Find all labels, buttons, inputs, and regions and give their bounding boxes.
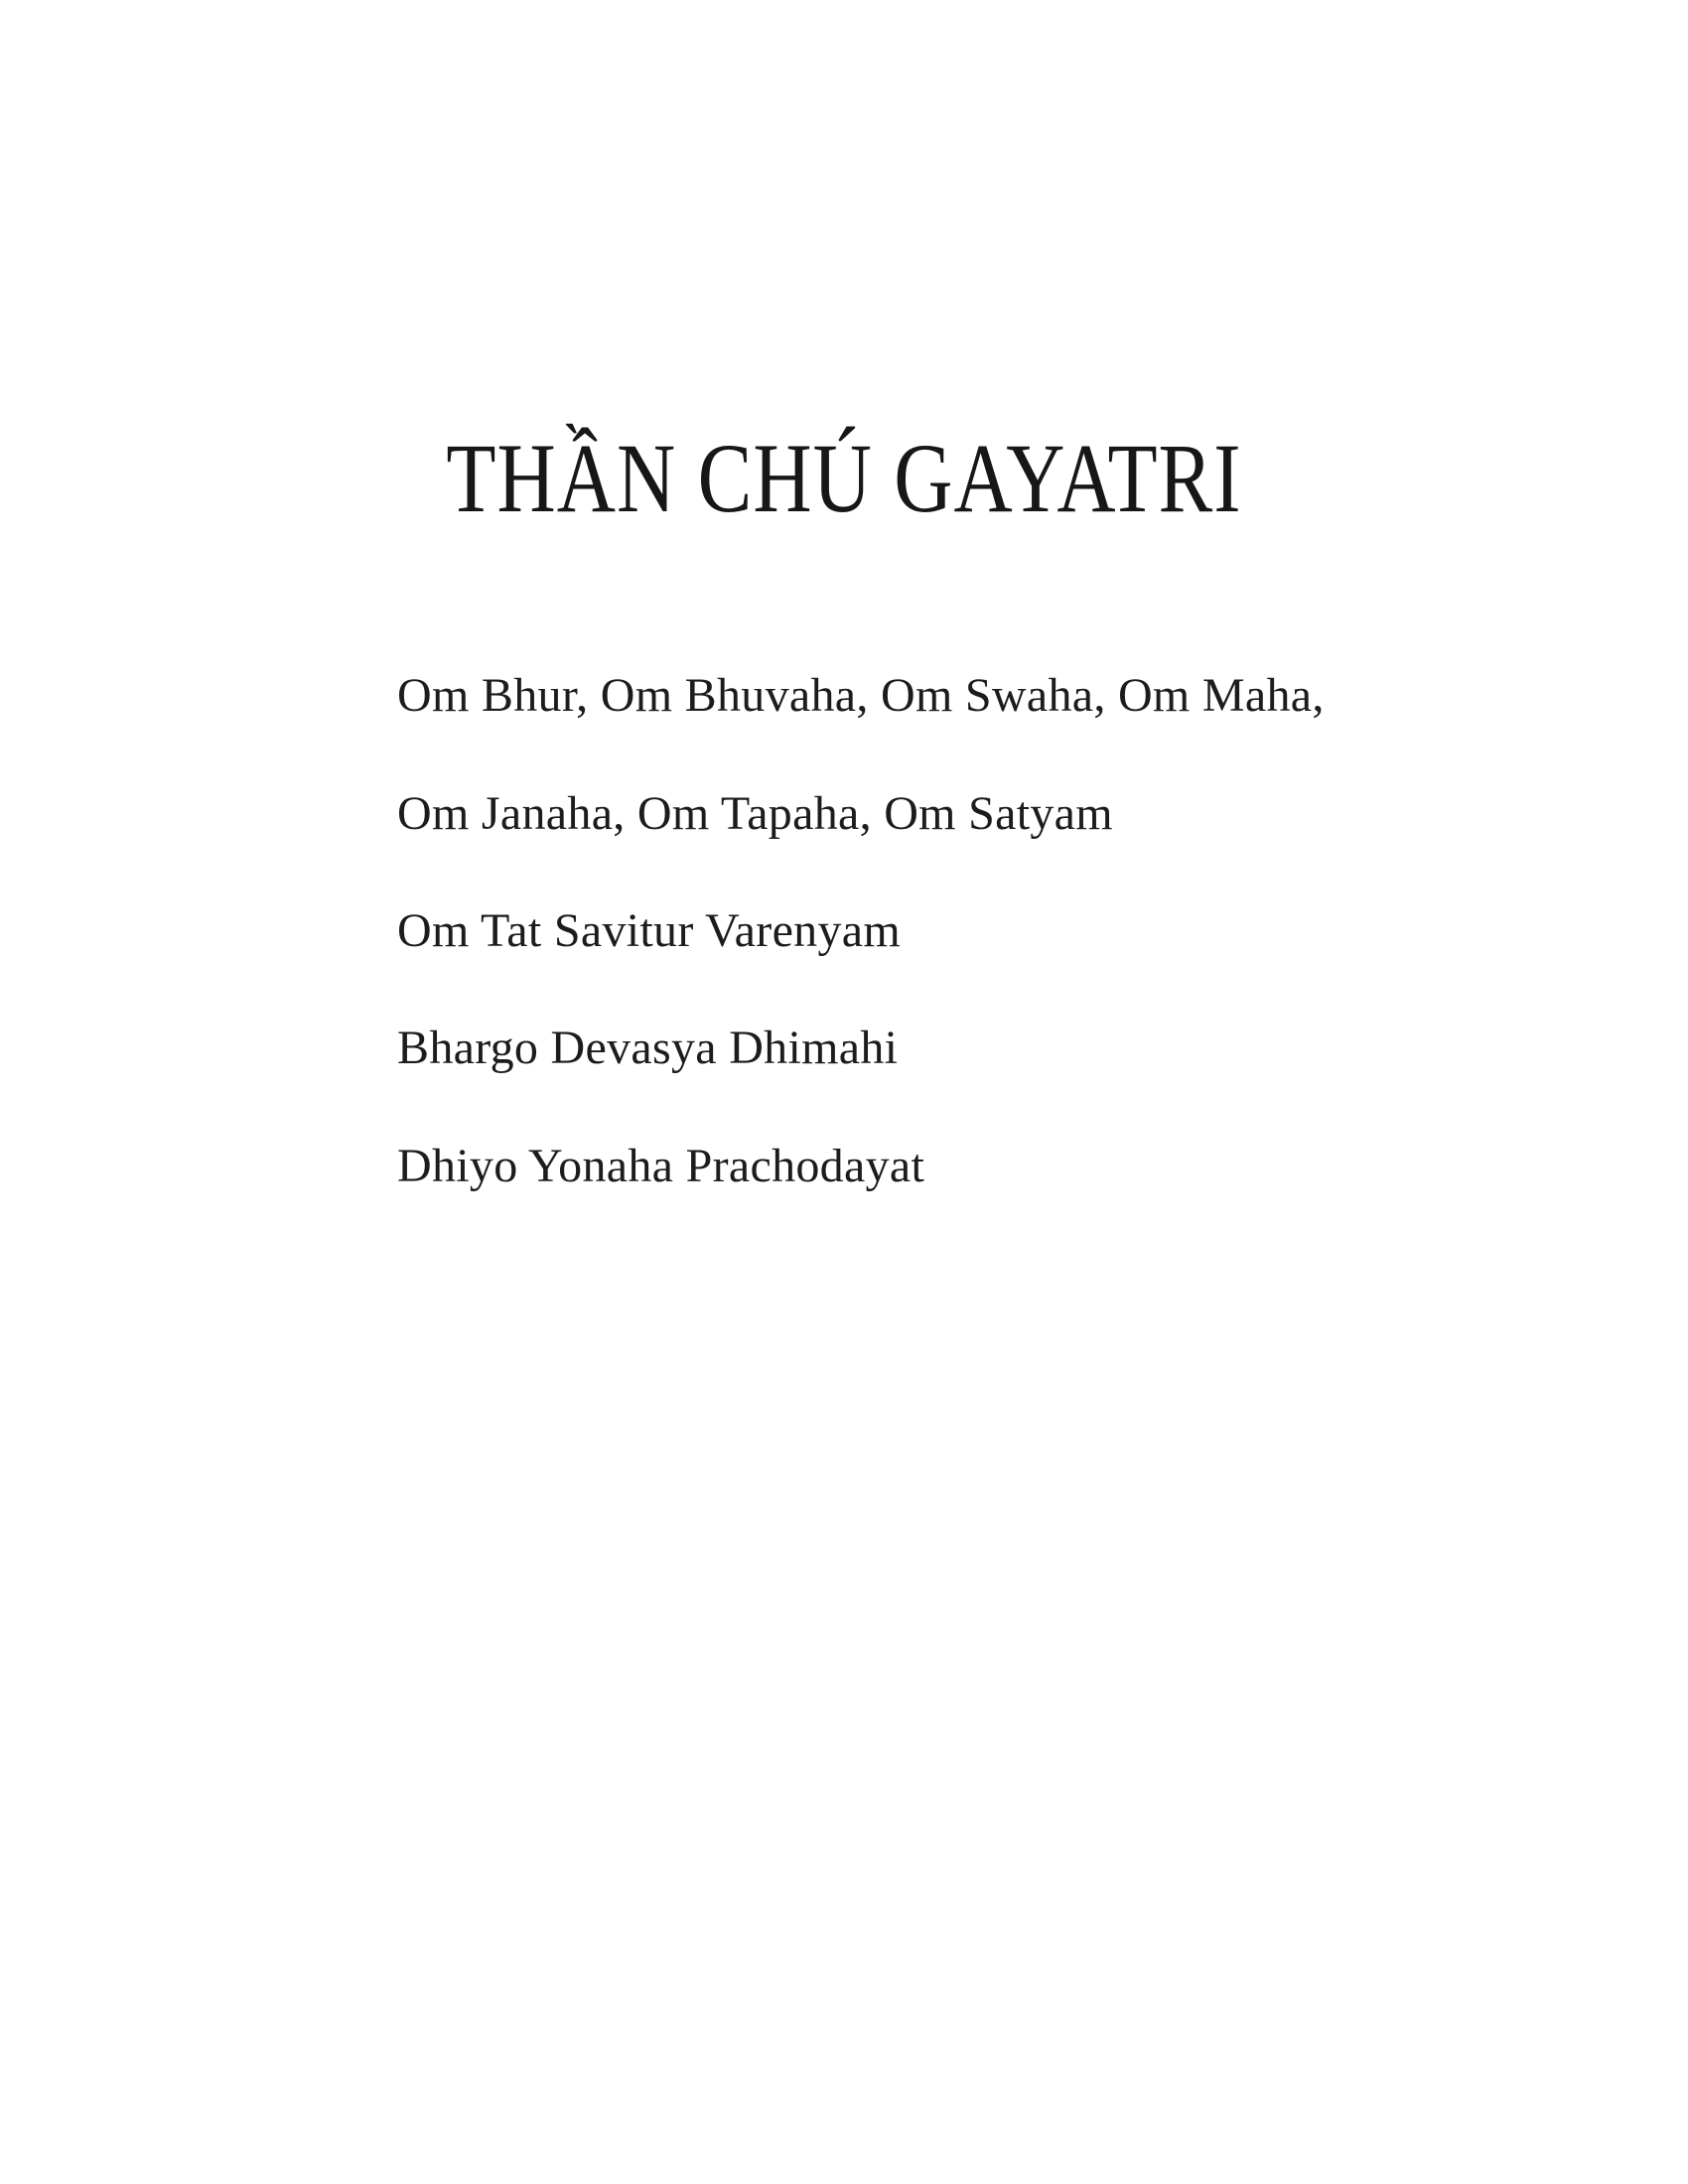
mantra-line: Om Janaha, Om Tapaha, Om Satyam [397, 787, 1113, 840]
mantra-line: Dhiyo Yonaha Prachodayat [397, 1140, 925, 1192]
page-title: THẦN CHÚ GAYATRI [446, 422, 1242, 533]
mantra-line: Om Tat Savitur Varenyam [397, 904, 902, 957]
mantra-line: Om Bhur, Om Bhuvaha, Om Swaha, Om Maha, [397, 669, 1325, 722]
mantra-line: Bhargo Devasya Dhimahi [397, 1022, 899, 1074]
